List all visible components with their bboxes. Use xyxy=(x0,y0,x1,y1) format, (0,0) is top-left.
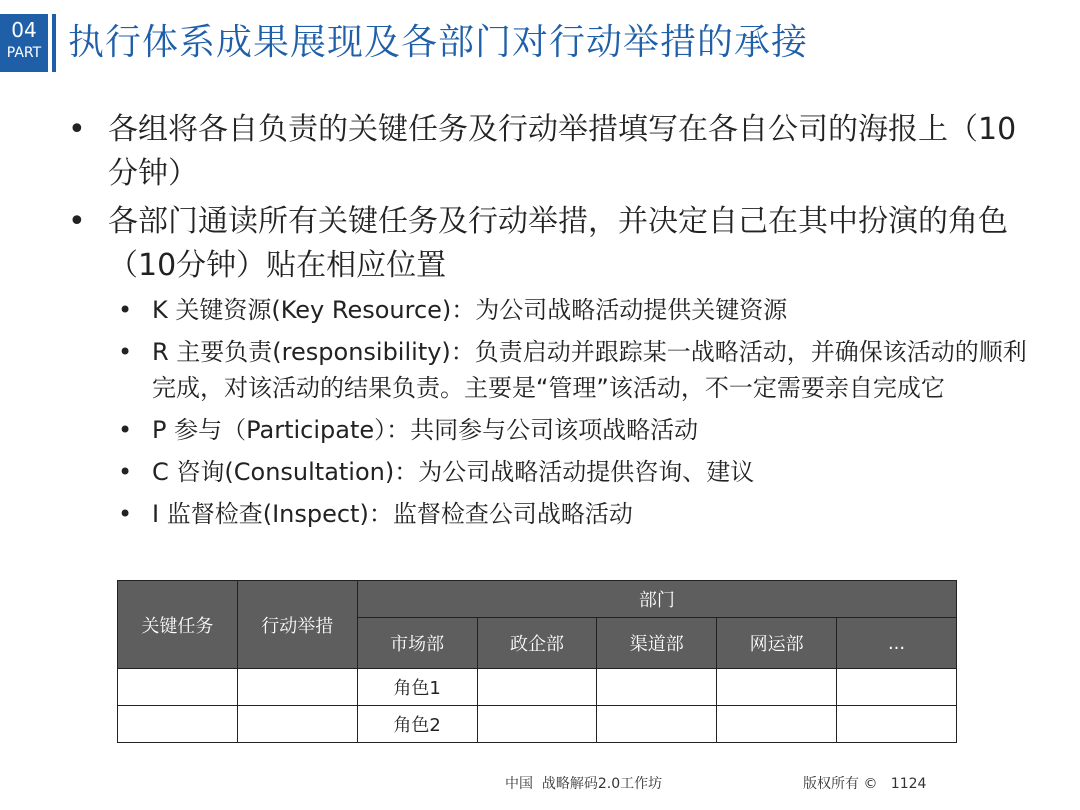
table-row xyxy=(118,669,957,706)
table-row xyxy=(118,706,957,743)
footer-workshop: 中国 战略解码2.0工作坊 xyxy=(505,776,663,792)
table-cell xyxy=(597,669,717,706)
table-cell xyxy=(237,669,357,706)
header-action: 行动举措 xyxy=(237,581,357,669)
sub-bullet-item: • K 关键资源(Key Resource)：为公司战略活动提供关键资源 xyxy=(68,292,1028,328)
header-department-group: 部门 xyxy=(357,581,956,618)
table-cell xyxy=(837,669,957,706)
header-key-task: 关键任务 xyxy=(118,581,238,669)
bullet-list xyxy=(68,108,1028,538)
sub-bullet-item: • R 主要负责(responsibility)：负责启动并跟踪某一战略活动，并确保该活动的顺利完成，对该活动的结果负责。主要是“管理”该活动，不一定需要亲自完成它 xyxy=(68,334,1028,406)
part-number: 04 xyxy=(11,18,37,42)
table-cell xyxy=(717,669,837,706)
sub-bullet-item: • I 监督检查(Inspect)：监督检查公司战略活动 xyxy=(68,496,1028,532)
header-department: 政企部 xyxy=(477,618,597,669)
table-cell xyxy=(477,706,597,743)
table-cell xyxy=(477,669,597,706)
role-cell: 角色1 xyxy=(357,669,477,706)
part-label: PART xyxy=(6,45,42,61)
table-cell xyxy=(597,706,717,743)
header-department: 网运部 xyxy=(717,618,837,669)
part-badge xyxy=(0,14,48,72)
table-cell xyxy=(837,706,957,743)
header-department: 市场部 xyxy=(357,618,477,669)
table-cell xyxy=(118,669,238,706)
table-cell xyxy=(118,706,238,743)
sub-bullet-item: • C 咨询(Consultation)：为公司战略活动提供咨询、建议 xyxy=(68,454,1028,490)
title-accent-bar xyxy=(52,14,56,72)
sub-bullet-item: • P 参与（Participate）：共同参与公司该项战略活动 xyxy=(68,412,1028,448)
bullet-item: • 各组将各自负责的关键任务及行动举措填写在各自公司的海报上（10分钟） xyxy=(68,108,1028,196)
table-cell xyxy=(717,706,837,743)
footer-copyright: 版权所有 © 1124 xyxy=(803,776,927,792)
bullet-item: • 各部门通读所有关键任务及行动举措，并决定自己在其中扮演的角色（10分钟）贴在相应位置 xyxy=(68,200,1028,288)
raci-table xyxy=(117,580,957,743)
table-cell xyxy=(237,706,357,743)
role-cell: 角色2 xyxy=(357,706,477,743)
header-department: ... xyxy=(837,618,957,669)
header-department: 渠道部 xyxy=(597,618,717,669)
slide-title: 执行体系成果展现及各部门对行动举措的承接 xyxy=(68,22,809,63)
